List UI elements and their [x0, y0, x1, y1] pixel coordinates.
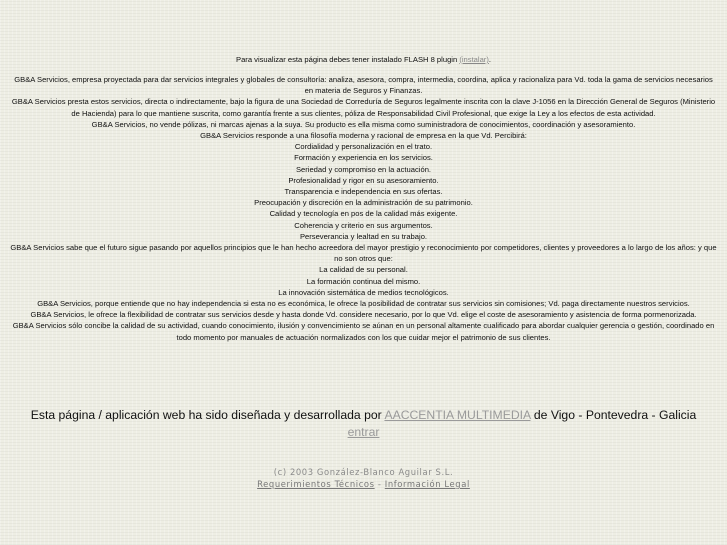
paragraph-flexibilidad: GB&A Servicios, le ofrece la flexibilidad de contratar sus servicios desde y hasta donde Vd. considere necesario, por lo que Vd. elige el coste de asesoramiento y asistencia de forma pormenorizada. [30, 310, 697, 320]
tech-requirements-link[interactable]: Requerimientos Técnicos [257, 479, 375, 489]
list-item: La formación continua del mismo. [306, 276, 421, 286]
aaccentia-link[interactable]: AACCENTIA MULTIMEDIA [384, 408, 531, 422]
list-item: Perseverancia y lealtad en su trabajo. [299, 231, 428, 241]
credit-prefix: Esta página / aplicación web ha sido diseñada y desarrollada por [30, 408, 382, 422]
list-item: Profesionalidad y rigor en su asesoramiento. [288, 175, 439, 185]
credit-suffix: de Vigo - Pontevedra - Galicia [533, 408, 697, 422]
legal-info-link[interactable]: Información Legal [384, 479, 470, 489]
paragraph-filosofia: GB&A Servicios responde a una filosofía moderna y racional de empresa en la que Vd. Percibirá: [200, 131, 527, 141]
paragraph-calidad: GB&A Servicios sólo concibe la calidad de su actividad, cuando conocimiento, ilusión y convencimiento se aúnan en un personal altamente cualificado para abordar cualquier gerencia o gestión, coordinado en todo momento por manuales de actuación normalizados con los que cuidar mejor el patrimonio de sus clientes. [12, 321, 715, 342]
list-item: Coherencia y criterio en sus argumentos. [294, 220, 433, 230]
flash-notice-end: . [488, 55, 491, 64]
copyright-text: (c) 2003 González-Blanco Aguilar S.L. [273, 467, 454, 477]
developer-credit [20, 407, 707, 440]
paragraph-correduria: GB&A Servicios presta estos servicios, directa o indirectamente, bajo la figura de una Sociedad de Correduría de Seguros legalmente inscrita con la clave J-1056 en la Dirección General de Seguros (Ministerio de Hacienda) para lo que mantiene suscrita, como garantía frente a sus clientes, póliza de Responsabilidad Civil Profesional, que exige la Ley a los efectos de esta actividad. [11, 97, 716, 118]
list-item: La calidad de su personal. [319, 265, 408, 275]
flash-notice-text: Para visualizar esta página debes tener instalado FLASH 8 plugin [236, 55, 458, 64]
footer [10, 466, 717, 490]
list-item: Seriedad y compromiso en la actuación. [295, 164, 432, 174]
list-item: Formación y experiencia en los servicios. [294, 153, 433, 163]
footer-separator: - [377, 479, 382, 489]
paragraph-futuro: GB&A Servicios sabe que el futuro sigue pasando por aquellos principios que le han hecho acreedora del mayor prestigio y reconocimiento por competidores, clientes y proveedores a lo largo de los años: y que no son otros que: [10, 243, 717, 264]
footer-links [10, 478, 717, 490]
paragraph-no-vende: GB&A Servicios, no vende pólizas, ni marcas ajenas a la suya. Su producto es ella misma como suministradora de conocimientos, coordinación y asesoramiento. [91, 119, 636, 129]
list-item: Preocupación y discreción en la administración de su patrimonio. [254, 198, 473, 208]
enter-link[interactable]: entrar [347, 424, 380, 439]
paragraph-intro: GB&A Servicios, empresa proyectada para dar servicios integrales y globales de consultoría: analiza, asesora, compra, intermedia, coordina, aplica y racionaliza para Vd. toda la gama de servicios necesarios en materia de Seguros y Finanzas. [14, 75, 713, 96]
paragraph-independencia: GB&A Servicios, porque entiende que no hay independencia si esta no es económica, le ofrece la posibilidad de contratar sus servicios sin comisiones; Vd. paga directamente nuestros servicios. [37, 299, 690, 309]
company-description [10, 74, 717, 343]
list-item: Cordialidad y personalización en el trato. [294, 142, 433, 152]
install-flash-link[interactable]: (instalar) [459, 55, 489, 64]
list-item: Transparencia e independencia en sus ofertas. [284, 187, 443, 197]
list-item: La innovación sistemática de medios tecnológicos. [278, 287, 449, 297]
list-item: Calidad y tecnología en pos de la calidad más exigente. [269, 209, 458, 219]
flash-notice [10, 54, 717, 65]
